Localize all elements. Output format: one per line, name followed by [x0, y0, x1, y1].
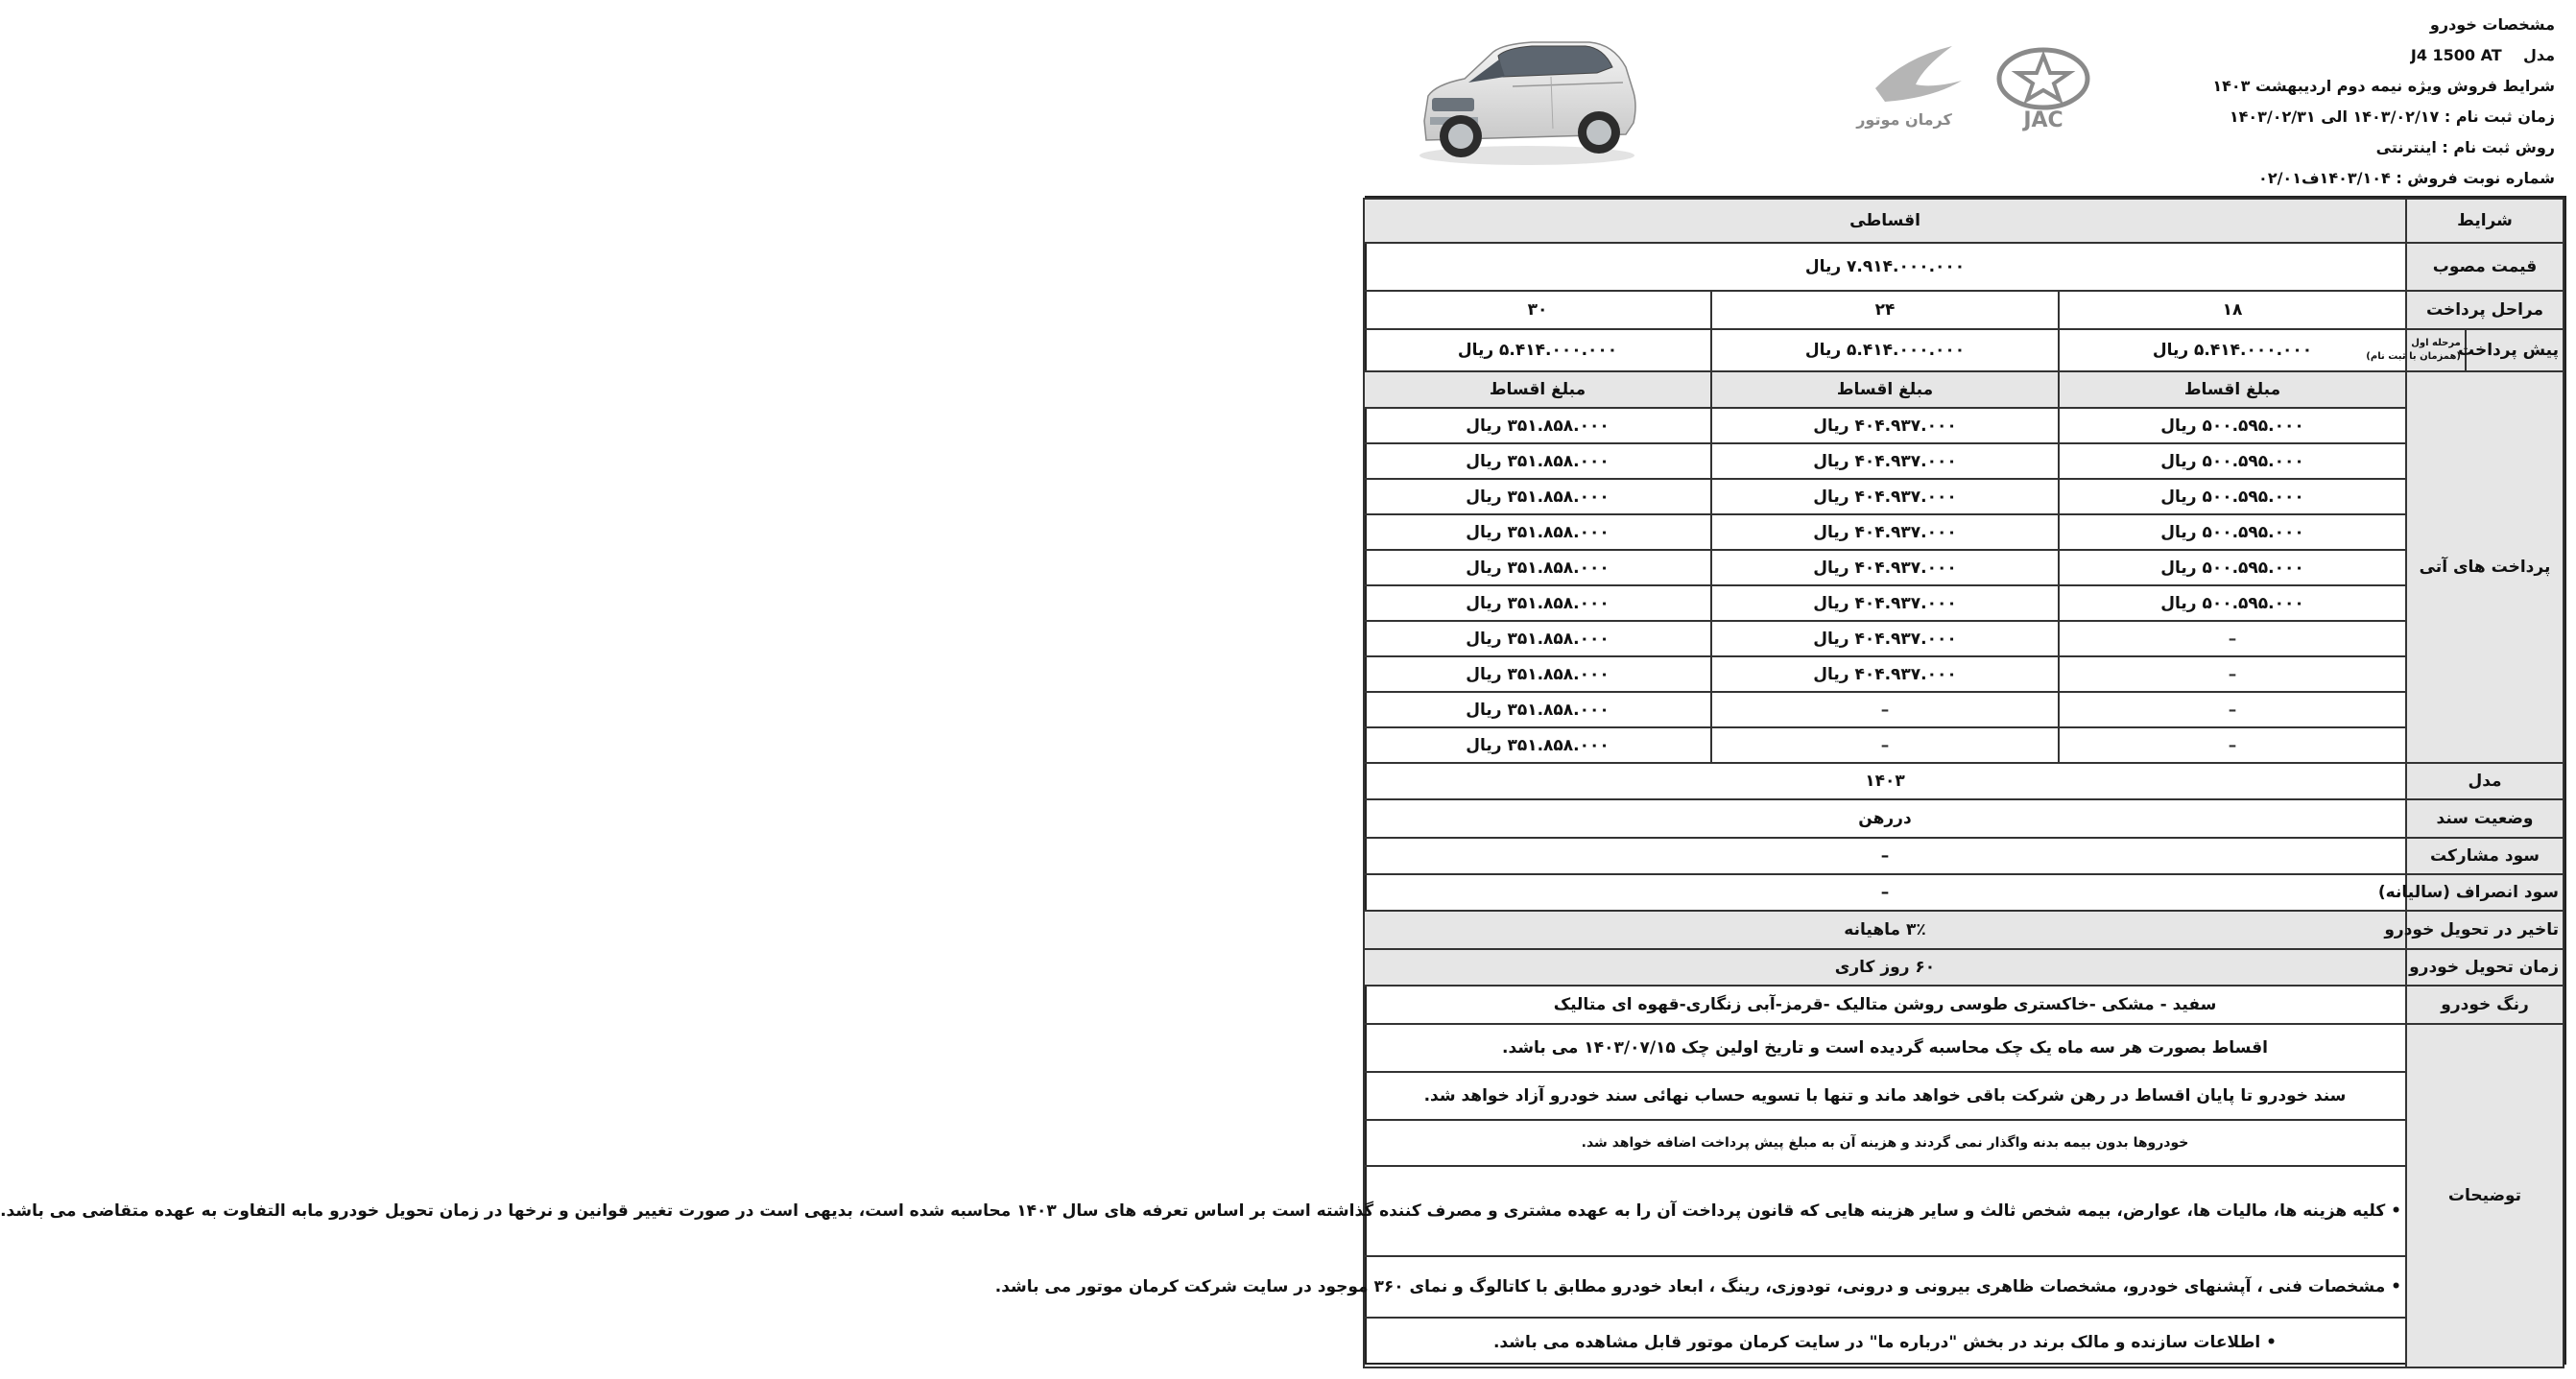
stages-18: ۱۸ — [2059, 291, 2406, 329]
cancellation-profit-value: – — [1364, 874, 2406, 911]
installment-cell: ۵۰۰.۵۹۵.۰۰۰ ریال — [2059, 408, 2406, 443]
model-value: ۱۴۰۳ — [1364, 763, 2406, 799]
car-color-value: سفید - مشکی -خاکستری طوسی روشن متالیک -قرمز-آبی زنگاری-قهوه ای متالیک — [1364, 986, 2406, 1024]
spec-title: مشخصات خودرو — [2429, 15, 2555, 34]
label-participation-profit: سود مشارکت — [2406, 838, 2564, 874]
installment-cell: ۴۰۴.۹۳۷.۰۰۰ ریال — [1711, 585, 2059, 621]
model-name: J4 1500 AT — [2410, 46, 2502, 64]
prepayment-24: ۵.۴۱۴.۰۰۰.۰۰۰ ریال — [1711, 329, 2059, 371]
installment-cell: ۳۵۱.۸۵۸.۰۰۰ ریال — [1364, 550, 1711, 585]
label-notes: توضیحات — [2406, 1024, 2564, 1367]
kerman-motor-logo-text: کرمان موتور — [1856, 110, 1952, 129]
installment-cell: ۳۵۱.۸۵۸.۰۰۰ ریال — [1364, 585, 1711, 621]
model-line — [2152, 40, 2555, 71]
model-label: مدل — [2522, 46, 2555, 64]
label-delivery-time: زمان تحویل خودرو — [2406, 949, 2564, 986]
registration-method: روش ثبت نام : اینترنتی — [2375, 138, 2555, 156]
note-item: اقساط بصورت هر سه ماه یک چک محاسبه گردیده است و تاریخ اولین چک ۱۴۰۳/۰۷/۱۵ می باشد. — [1364, 1024, 2406, 1072]
label-document-status: وضعیت سند — [2406, 799, 2564, 838]
sale-conditions: شرایط فروش ویژه نیمه دوم اردیبهشت ۱۴۰۳ — [2212, 77, 2555, 95]
note-item: • مشخصات فنی ، آپشنهای خودرو، مشخصات ظاهری بیرونی و درونی، تودوزی، رینگ ، ابعاد خودرو مطابق با کاتالوگ و نمای ۳۶۰ موجود در سایت شرکت کرمان موتور می باشد. — [1364, 1256, 2406, 1318]
installment-cell: ۳۵۱.۸۵۸.۰۰۰ ریال — [1364, 514, 1711, 550]
installment-cell: ۵۰۰.۵۹۵.۰۰۰ ریال — [2059, 443, 2406, 479]
label-model: مدل — [2406, 763, 2564, 799]
label-payment-stages: مراحل پرداخت — [2406, 291, 2564, 329]
label-future-payments: پرداخت های آتی — [2406, 371, 2564, 763]
brand-logo-graphics — [1856, 38, 2096, 134]
registration-time: زمان ثبت نام : ۱۴۰۳/۰۲/۱۷ الی ۱۴۰۳/۰۲/۳۱ — [2229, 107, 2555, 126]
sale-number: شماره نوبت فروش : ۱۴۰۳/۱۰۴ف۰۲/۰۱ — [2258, 169, 2555, 187]
label-first-stage — [2366, 329, 2466, 371]
installment-cell: ۴۰۴.۹۳۷.۰۰۰ ریال — [1711, 408, 2059, 443]
installment-cell: ۳۵۱.۸۵۸.۰۰۰ ریال — [1364, 727, 1711, 763]
installment-cell: ۳۵۱.۸۵۸.۰۰۰ ریال — [1364, 692, 1711, 727]
document-status-value: دررهن — [1364, 799, 2406, 838]
installment-header-18: مبلغ اقساط — [2059, 371, 2406, 408]
installment-header-30: مبلغ اقساط — [1364, 371, 1711, 408]
installment-cell: ۳۵۱.۸۵۸.۰۰۰ ریال — [1364, 621, 1711, 656]
conditions-grid — [0, 198, 2564, 1368]
installment-cell: ۴۰۴.۹۳۷.۰۰۰ ریال — [1711, 656, 2059, 692]
brand-logos — [1856, 38, 2096, 134]
installment-cell: ۴۰۴.۹۳۷.۰۰۰ ریال — [1711, 514, 2059, 550]
label-cancellation-profit: سود انصراف (سالیانه) — [2406, 874, 2564, 911]
installment-cell: – — [2059, 621, 2406, 656]
installment-cell: ۳۵۱.۸۵۸.۰۰۰ ریال — [1364, 479, 1711, 514]
conditions-value: اقساطی — [1364, 199, 2406, 243]
installment-cell: – — [2059, 692, 2406, 727]
spec-header — [2152, 10, 2555, 194]
installment-cell: ۳۵۱.۸۵۸.۰۰۰ ریال — [1364, 443, 1711, 479]
installment-cell: – — [1711, 727, 2059, 763]
installment-cell: ۴۰۴.۹۳۷.۰۰۰ ریال — [1711, 550, 2059, 585]
installment-cell: ۵۰۰.۵۹۵.۰۰۰ ریال — [2059, 550, 2406, 585]
installment-cell: ۴۰۴.۹۳۷.۰۰۰ ریال — [1711, 479, 2059, 514]
participation-profit-value: – — [1364, 838, 2406, 874]
installment-cell: ۵۰۰.۵۹۵.۰۰۰ ریال — [2059, 479, 2406, 514]
installment-cell: ۵۰۰.۵۹۵.۰۰۰ ریال — [2059, 585, 2406, 621]
sales-conditions-table — [0, 196, 2566, 1365]
label-conditions: شرایط — [2406, 199, 2564, 243]
car-image — [1407, 29, 1647, 173]
label-prepayment: پیش پرداخت — [2466, 329, 2564, 371]
note-item: خودروها بدون بیمه بدنه واگذار نمی گردند و هزینه آن به مبلغ پیش پرداخت اضافه خواهد شد. — [1364, 1120, 2406, 1166]
approved-price-value: ۷.۹۱۴.۰۰۰.۰۰۰ ریال — [1364, 243, 2406, 291]
installment-cell: – — [2059, 727, 2406, 763]
label-approved-price: قیمت مصوب — [2406, 243, 2564, 291]
installment-header-24: مبلغ اقساط — [1711, 371, 2059, 408]
installment-cell: ۳۵۱.۸۵۸.۰۰۰ ریال — [1364, 656, 1711, 692]
note-item: سند خودرو تا پایان اقساط در رهن شرکت باقی خواهد ماند و تنها با تسویه حساب نهائی سند خودرو آزاد خواهد شد. — [1364, 1072, 2406, 1120]
delivery-delay-value: ۳٪ ماهیانه — [1364, 911, 2406, 949]
delivery-time-value: ۶۰ روز کاری — [1364, 949, 2406, 986]
installment-cell: ۳۵۱.۸۵۸.۰۰۰ ریال — [1364, 408, 1711, 443]
label-car-color: رنگ خودرو — [2406, 986, 2564, 1024]
installment-cell: ۵۰۰.۵۹۵.۰۰۰ ریال — [2059, 514, 2406, 550]
stages-24: ۲۴ — [1711, 291, 2059, 329]
installment-cell: – — [2059, 656, 2406, 692]
installment-cell: ۴۰۴.۹۳۷.۰۰۰ ریال — [1711, 443, 2059, 479]
label-delivery-delay: تاخیر در تحویل خودرو — [2406, 911, 2564, 949]
installment-cell: – — [1711, 692, 2059, 727]
first-stage-note: (همزمان با ثبت نام) — [2366, 351, 2461, 362]
prepayment-18: ۵.۴۱۴.۰۰۰.۰۰۰ ریال — [2059, 329, 2406, 371]
note-item: • اطلاعات سازنده و مالک برند در بخش "درباره ما" در سایت کرمان موتور قابل مشاهده می باشد. — [1364, 1318, 2406, 1367]
prepayment-30: ۵.۴۱۴.۰۰۰.۰۰۰ ریال — [1364, 329, 1711, 371]
jac-logo-text: JAC — [2023, 108, 2063, 132]
stages-30: ۳۰ — [1364, 291, 1711, 329]
installment-cell: ۴۰۴.۹۳۷.۰۰۰ ریال — [1711, 621, 2059, 656]
note-item: • کلیه هزینه ها، مالیات ها، عوارض، بیمه شخص ثالث و سایر هزینه هایی که قانون پرداخت آن را به عهده مشتری و مصرف کننده گذاشته است بر اساس تعرفه های سال ۱۴۰۳ محاسبه شده است، بدیهی است در صورت تغییر قوانین و نرخها در زمان تحویل خودرو مابه التفاوت به عهده متقاضی می باشد. — [1364, 1166, 2406, 1256]
first-stage-title: مرحله اول — [2411, 338, 2461, 348]
